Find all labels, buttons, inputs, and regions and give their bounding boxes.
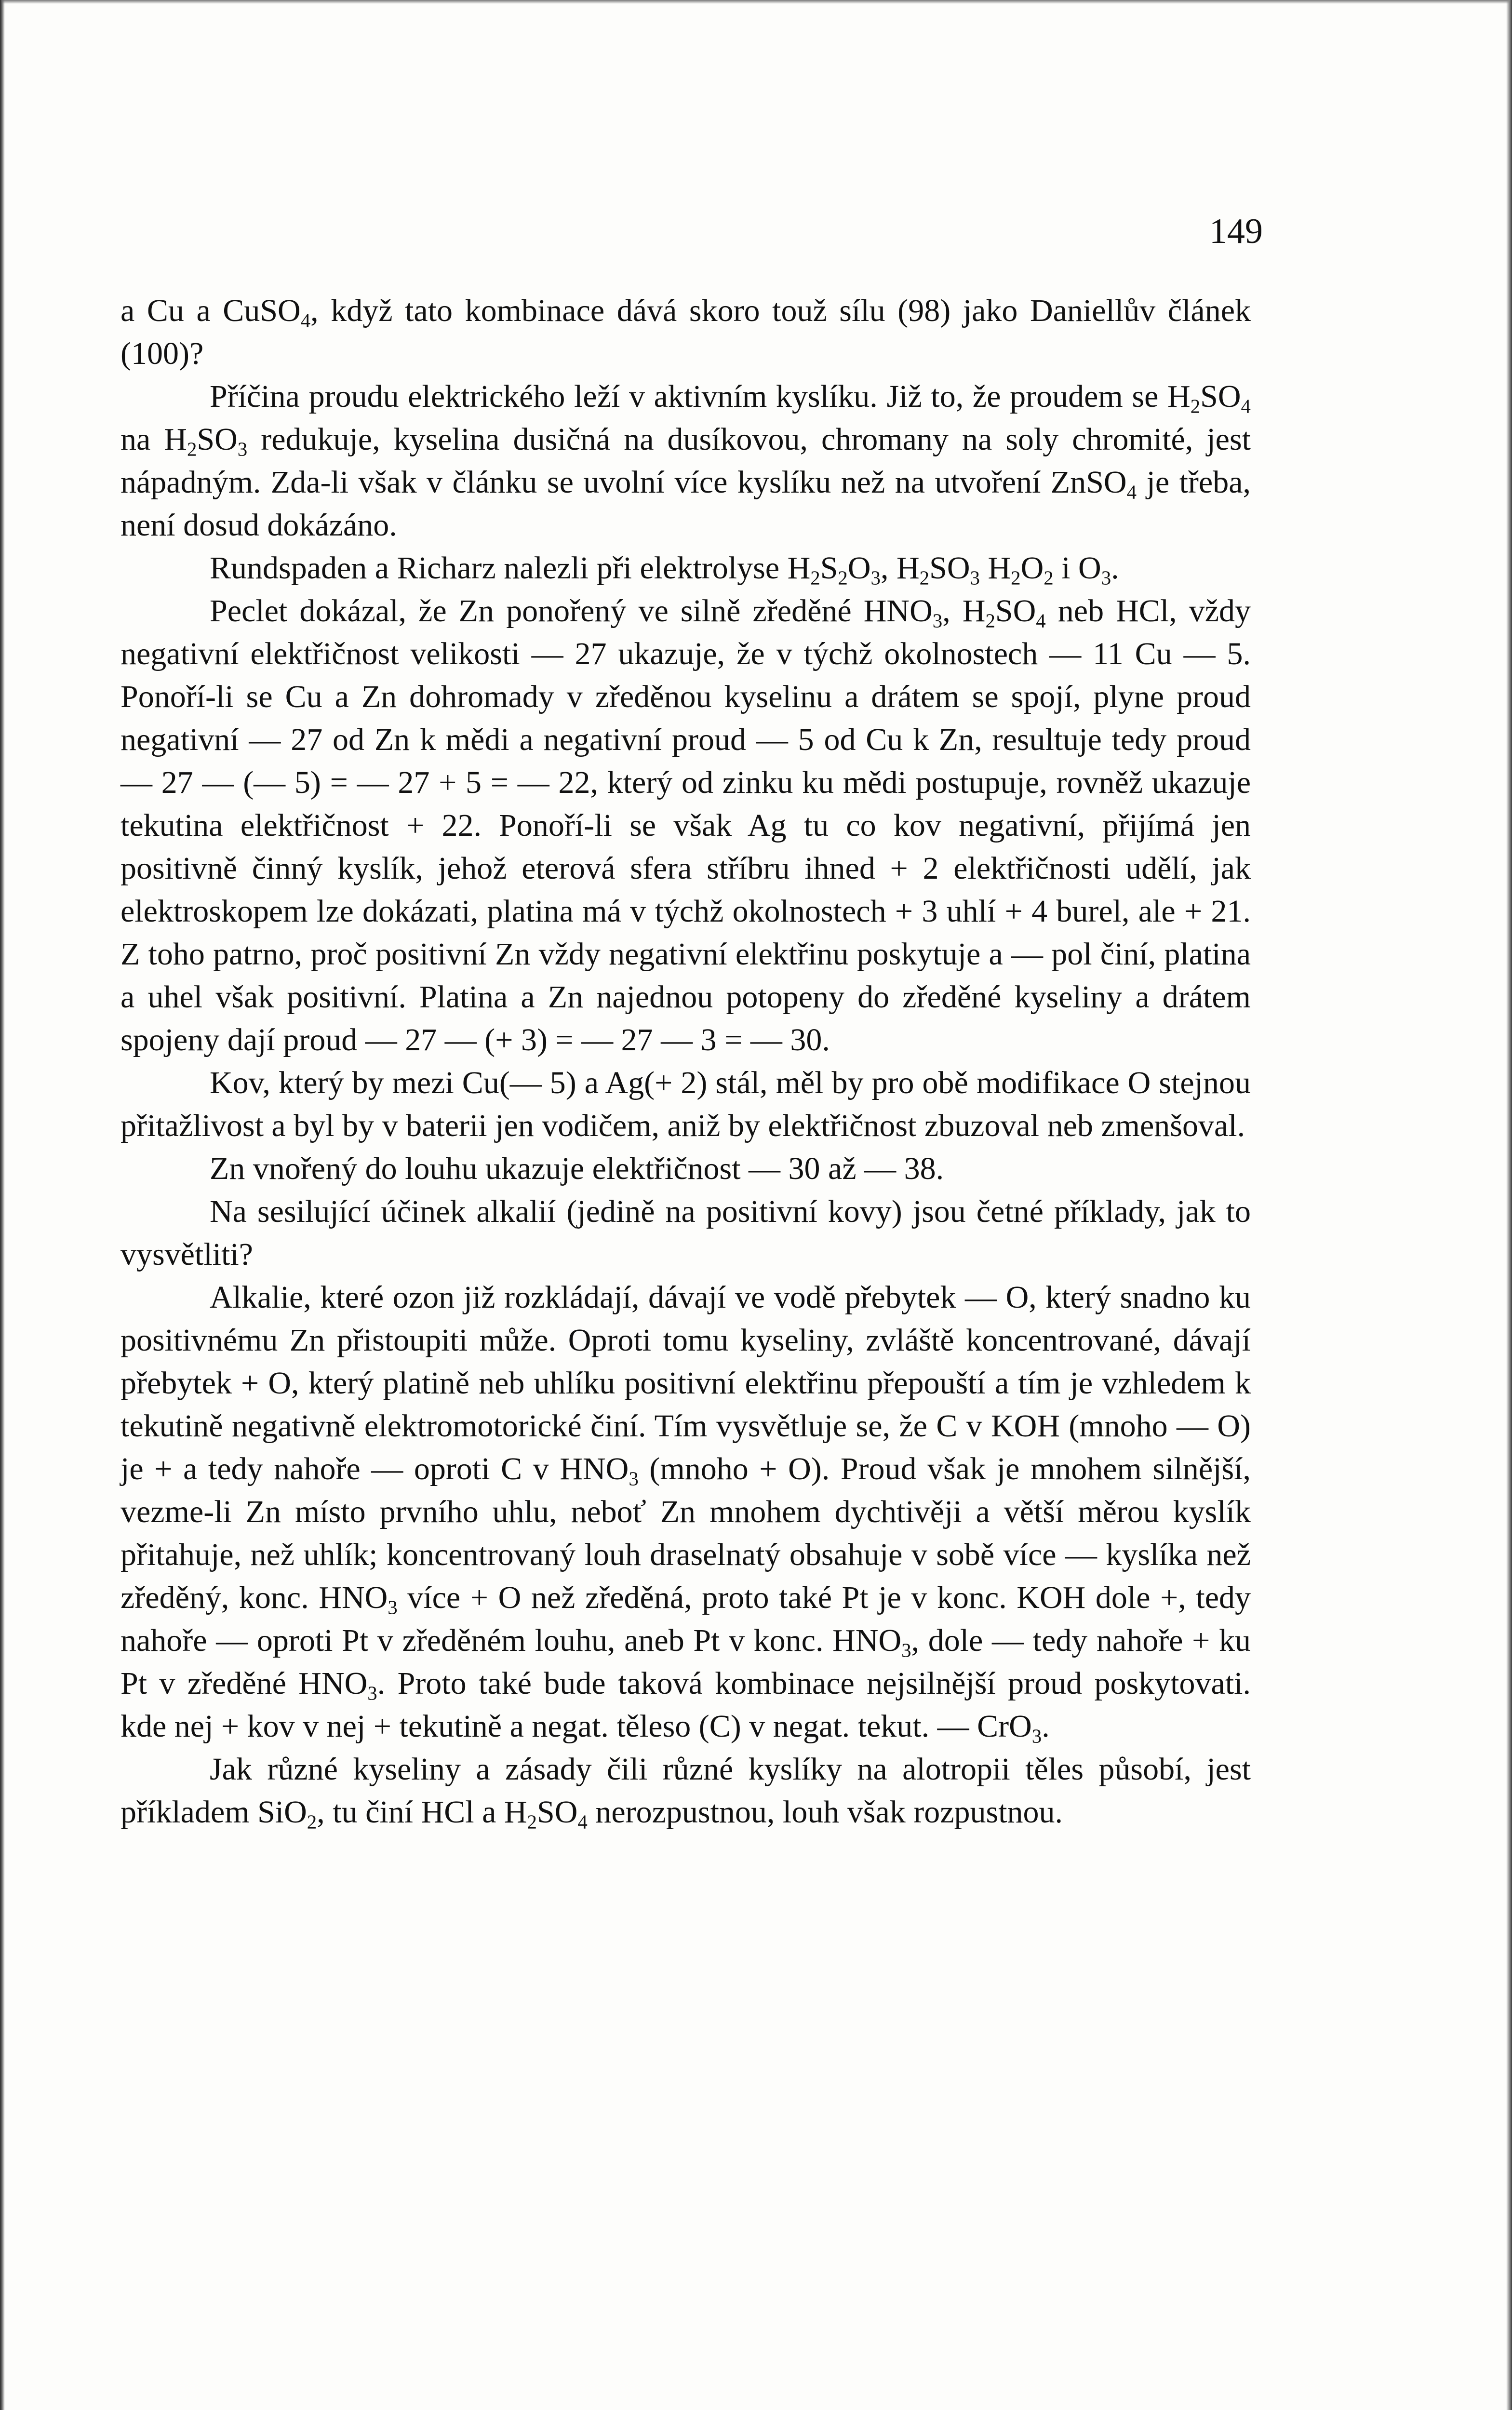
paragraph: a Cu a CuSO$_4$, když tato kombinace dává skoro touž sílu (98) jako Daniellův článek (100)? [120, 293, 1251, 371]
page-number: 149 [1209, 212, 1263, 251]
paragraph: Na sesilující účinek alkalií (jedině na positivní kovy) jsou četné příklady, jak to vysvětliti? [120, 1194, 1251, 1272]
scan-right-edge [1506, 0, 1512, 2410]
scan-left-edge [0, 0, 5, 2410]
scan-top-edge [0, 0, 1512, 4]
paragraph: Příčina proudu elektrického leží v aktivním kyslíku. Již to, že proudem se $H_2SO_4$ na $H_2SO_3$ redukuje, kyselina dusičná na dusíkovou, chromany na soly chromité, jest nápadným. Zda-li však v článku se uvolní více kyslíku než na utvoření ZnSO$_4$ je třeba, není dosud dokázáno. [120, 379, 1251, 543]
paragraph: Jak různé kyseliny a zásady čili různé kyslíky na alotropii těles působí, jest příkladem SiO$_2$, tu činí HCl a $H_2SO_4$ nerozpustnou, louh však rozpustnou. [120, 1752, 1251, 1833]
body-text [120, 289, 1251, 1834]
paragraph: Kov, který by mezi Cu(— 5) a Ag(+ 2) stál, měl by pro obě modifikace O stejnou přitažlivost a byl by v baterii jen vodičem, aniž by elektřičnost zbuzoval neb zmenšoval. [120, 1065, 1251, 1143]
paragraph: Zn vnořený do louhu ukazuje elektřičnost — 30 až — 38. [210, 1151, 944, 1186]
paragraph: Rundspaden a Richarz nalezli při elektrolyse $H_2S_2O_3$, $H_2SO_3$ $H_2O_2$ i $O_3$. [210, 550, 1119, 589]
paragraph: Peclet dokázal, že Zn ponořený ve silně zředěné $HNO_3$, $H_2SO_4$ neb HCl, vždy negativní elektřičnost velikosti — 27 ukazuje, že v týchž okolnostech — 11 Cu — 5. Ponoří-li se Cu a Zn dohromady v zředěnou kyselinu a drátem se spojí, plyne proud negativní — 27 od Zn k mědi a negativní proud — 5 od Cu k Zn, resultuje tedy proud — 27 — (— 5) = — 27 + 5 = — 22, který od zinku ku mědi postupuje, rovněž ukazuje tekutina elektřičnost + 22. Ponoří-li se však Ag tu co kov negativní, přijímá jen positivně činný kyslík, jehož eterová sfera stříbru ihned + 2 elektřičnosti udělí, jak elektroskopem lze dokázati, platina má v týchž okolnostech + 3 uhlí + 4 burel, ale + 21. Z toho patrno, proč positivní Zn vždy negativní elektřinu poskytuje a — pol činí, platina a uhel však positivní. Platina a Zn najednou potopeny do zředěné kyseliny a drátem spojeny dají proud — 27 — (+ 3) = — 27 — 3 = — 30. [120, 593, 1251, 1058]
paragraph: Alkalie, které ozon již rozkládají, dávají ve vodě přebytek — O, který snadno ku positivnému Zn přistoupiti může. Oproti tomu kyseliny, zvláště koncentrované, dávají přebytek + O, který platině neb uhlíku positivní elektřinu přepouští a tím je vzhledem k tekutině negativně elektromotorické činí. Tím vysvětluje se, že C v KOH (mnoho — O) je + a tedy nahoře — oproti C v $HNO_3$ (mnoho + O). Proud však je mnohem silnější, vezme-li Zn místo prvního uhlu, neboť Zn mnohem dychtivěji a větší měrou kyslík přitahuje, než uhlík; koncentrovaný louh draselnatý obsahuje v sobě více — kyslíka než zředěný, konc. $HNO_3$ více + O než zředěná, proto také Pt je v konc. KOH dole +, tedy nahoře — oproti Pt v zředěném louhu, aneb Pt v konc. $HNO_3$, dole — tedy nahoře + ku Pt v zředěné $HNO_3$. Proto také bude taková kombinace nejsilnější proud poskytovati. kde nej + kov v nej + tekutině a negat. těleso (C) v negat. tekut. — CrO$_3$. [120, 1280, 1251, 1747]
